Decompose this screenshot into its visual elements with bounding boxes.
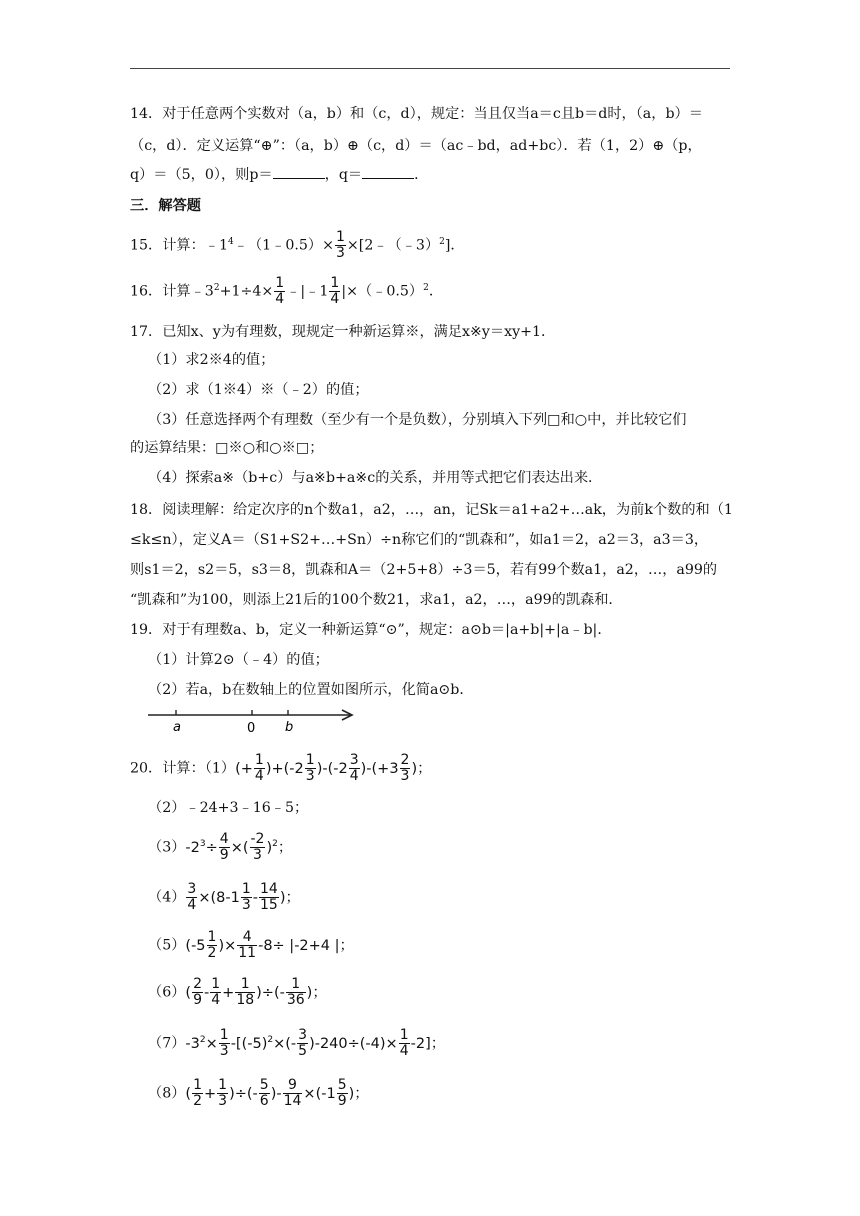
q16: 16．计算$﹣3^2+1\div 4\times$ $\frac{1}{4}$ ﹣|﹣1 $\frac{1}{4}$ |×（﹣0.5）$^2$． [130,275,444,307]
q20-part-2: （2）﹣24+3﹣16﹣5； [148,800,309,816]
q14-line-1: 14．对于任意两个实数对（a，b）和（c，d），规定：当且仅当a＝c且b＝d时，（a，b）＝ [130,106,703,122]
q19-part-2: （2）若a，b在数轴上的位置如图所示，化简a⊙b． [148,682,474,698]
number-line [148,704,360,734]
q17-part-3-cont: 的运算结果：□※○和○※□； [130,440,324,456]
q18-line-1: 18．阅读理解：给定次序的n个数a1，a2，…，an，记Sk＝a1+a2+…ak，为前k个数的和（1 [130,502,733,518]
answer-blank-p[interactable] [273,164,325,179]
q20-part-6: （6）( $\frac{2}{9}$ - $\frac{1}{4}$ + $\frac{1}{18}$ )÷(- $\frac{1}{36}$ )； [148,976,327,1008]
q17-part-4: （4）探索a※（b+c）与a※b+a※c的关系，并用等式把它们表达出来． [148,470,603,486]
fraction: $\frac{1}{3}$ [336,229,345,261]
q20-part-5: （5）(-5 $\frac{1}{2}$ )× $\frac{4}{11}$ -8÷ |-2+4 |； [148,929,355,961]
header-rule [130,68,730,69]
q17-stem: 17．已知x、y为有理数，现规定一种新运算※，满足x※y＝xy+1． [130,324,556,340]
q18-line-4: “凯森和”为100，则添上21后的100个数21，求a1，a2，…，a99的凯森和． [130,592,623,608]
q20-part-1: 20．计算：（1）(+ $\frac{1}{4}$ )+(-2 $\frac{1}{3}$ )-(-2 $\frac{3}{4}$ )-(+3 $\frac{2}{3}$ )； [130,752,432,784]
q19-stem: 19．对于有理数a、b，定义一种新运算“⊙”，规定：a⊙b＝|a+b|+|a﹣b|． [130,622,612,638]
q14-line-2: （c，d）．定义运算“⊕”：（a，b）⊕（c，d）＝（ac﹣bd，ad+bc）．若（1，2）⊕（p， [130,138,702,154]
q15: 15．计算：$﹣1^4﹣(1﹣0.5)\times$ $\frac{1}{3}$ ×[2﹣（﹣3）$^2$]． [130,229,465,261]
fraction: $\frac{1}{4}$ [275,275,285,307]
fraction: $\frac{1}{4}$ [330,275,340,307]
q18-line-2: ≤k≤n），定义A＝（S1+S2+…+Sn）÷n称它们的“凯森和”，如a1＝2，a2＝3，a3＝3， [130,532,709,548]
section-heading: 三．解答题 [130,198,201,214]
q20-part-8: （8）( $\frac{1}{2}$ + $\frac{1}{3}$ )÷(- $\frac{5}{6}$ )- $\frac{9}{14}$ ×(-1 $\frac{5}{9}$ )； [148,1077,369,1109]
q17-part-1: （1）求2※4的值； [148,352,275,368]
q19-part-1: （1）计算2⊙（﹣4）的值； [148,652,329,668]
label-a: a [173,720,181,734]
label-b: b [285,720,294,734]
q20-part-4: （4） $\frac{3}{4}$ ×(8-1 $\frac{1}{3}$ - $\frac{14}{15}$ )； [148,881,300,913]
q17-part-2: （2）求（1※4）※（﹣2）的值； [148,382,369,398]
label-zero: 0 [247,721,256,734]
q20-part-3: $(3)-2^3\div$ $\frac{4}{9}$ ×( $\frac{-2}{3}$ )$^2$； [148,831,293,863]
q20-part-7: $(7)-3^2\times$ $\frac{1}{3}$ $-[(-5)^2\times(-$ $\frac{3}{5}$ )-240÷(-4)× $\frac{1}{4}$ -2]； [148,1027,446,1059]
q18-line-3: 则s1＝2，s2＝5，s3＝8，凯森和A＝（2+5+8）÷3＝5，若有99个数a1，a2，…，a99的 [130,562,718,578]
q14-line-3: q）＝（5，0），则p＝ ，q＝ ． [130,164,428,185]
q17-part-3: （3）任意选择两个有理数（至少有一个是负数），分别填入下列□和○中，并比较它们 [148,412,687,428]
answer-blank-q[interactable] [362,164,414,179]
